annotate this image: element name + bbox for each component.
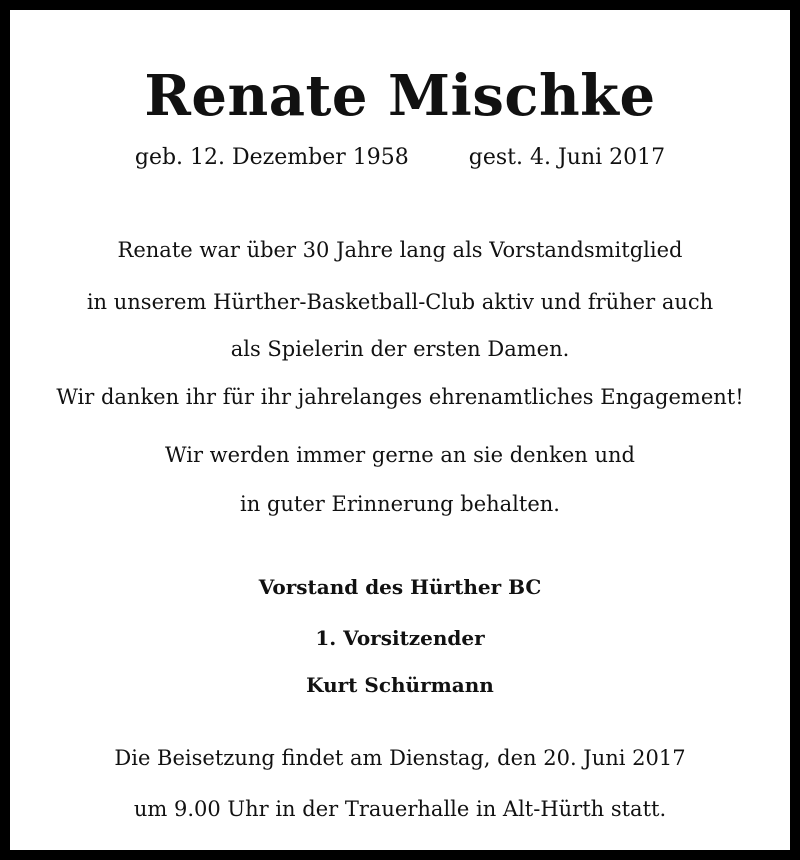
tribute-line: Renate war über 30 Jahre lang als Vorstandsmitglied — [117, 238, 683, 262]
tribute-line: Wir danken ihr für ihr jahrelanges ehrenamtliches Engagement! — [56, 385, 744, 409]
signature-organization: Vorstand des Hürther BC — [258, 575, 542, 599]
life-dates — [10, 147, 790, 169]
memory-line: in guter Erinnerung behalten. — [240, 492, 560, 516]
tribute-line: in unserem Hürther-Basketball-Club aktiv und früher auch — [86, 290, 714, 314]
deceased-name: Renate Mischke — [144, 63, 656, 129]
death-date: gest. 4. Juni 2017 — [468, 145, 666, 170]
funeral-info-line: Die Beisetzung findet am Dienstag, den 20. Juni 2017 — [114, 746, 686, 770]
tribute-line: als Spielerin der ersten Damen. — [230, 337, 570, 361]
funeral-info-line: um 9.00 Uhr in der Trauerhalle in Alt-Hürth statt. — [133, 797, 667, 821]
birth-date: geb. 12. Dezember 1958 — [134, 145, 409, 170]
signature-person: Kurt Schürmann — [306, 673, 494, 697]
memory-line: Wir werden immer gerne an sie denken und — [165, 443, 635, 467]
signature-role: 1. Vorsitzender — [315, 626, 485, 650]
